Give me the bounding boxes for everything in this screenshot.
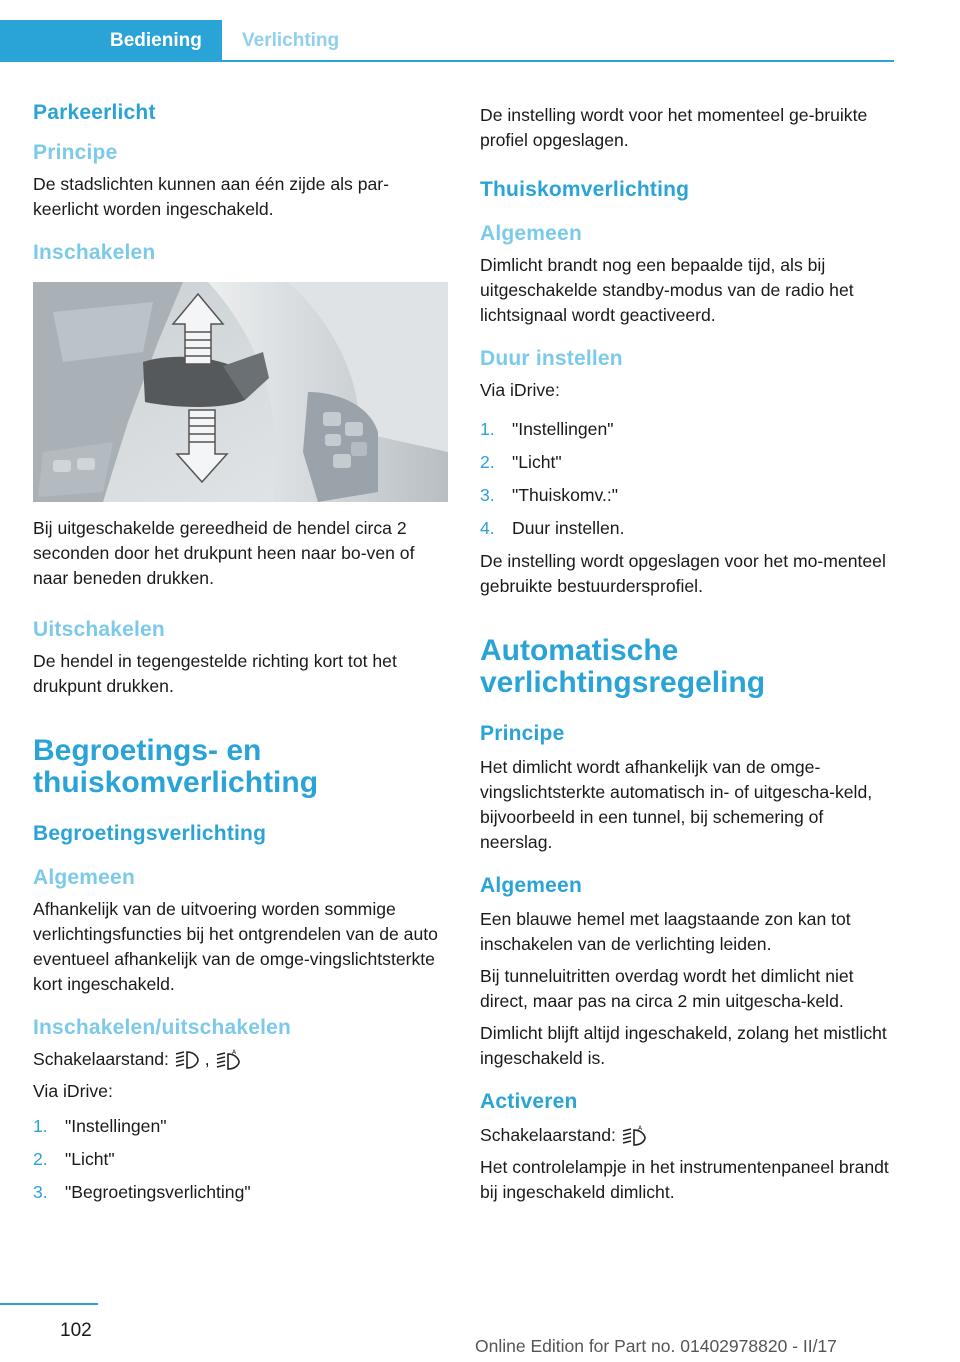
auto-light-control-icon (621, 1125, 647, 1147)
via-idrive-label: Via iDrive: (33, 1081, 113, 1101)
heading-uitschakelen: Uitschakelen (33, 618, 165, 641)
heading-inschakelen-uitschakelen: Inschakelen/uitschakelen (33, 1016, 292, 1039)
stalk-lever-illustration (33, 282, 448, 502)
heading-algemeen-auto: Algemeen (480, 874, 582, 897)
heading-inschakelen: Inschakelen (33, 241, 156, 264)
list-item: 1. "Instellingen" (33, 1116, 167, 1136)
heading-activeren: Activeren (480, 1090, 578, 1113)
footer-rule (0, 1303, 98, 1305)
paragraph-algemeen-auto-1: Een blauwe hemel met laagstaande zon kan tot inschakelen van de verlichting leiden. (480, 909, 851, 954)
paragraph-activeren: Het controlelampje in het instrumentenpaneel brandt bij ingeschakeld dimlicht. (480, 1157, 889, 1202)
heading-begroetings-thuiskomverlichting: Begroetings- en thuiskomverlichting (33, 734, 319, 799)
paragraph-algemeen-auto-2: Bij tunneluitritten overdag wordt het dimlicht niet direct, maar pas na circa 2 min uitgescha-keld. (480, 966, 854, 1011)
auto-light-control-icon (215, 1049, 241, 1071)
right-column (480, 103, 898, 1212)
heading-principe: Principe (33, 141, 118, 164)
thuiskom-steps-list (480, 417, 898, 541)
header-tab-verlichting[interactable]: Verlichting (242, 30, 340, 51)
svg-text:A: A (637, 1125, 642, 1133)
switch-position-separator: , (204, 1049, 210, 1069)
paragraph-inschakelen: Bij uitgeschakelde gereedheid de hendel circa 2 seconden door het drukpunt heen naar bo-ven of naar beneden drukken. (33, 518, 415, 588)
header-tab-bediening[interactable]: Bediening (110, 30, 202, 51)
heading-principe-auto: Principe (480, 722, 565, 745)
paragraph-algemeen-auto-3: Dimlicht blijft altijd ingeschakeld, zolang het mistlicht ingeschakeld is. (480, 1023, 887, 1068)
stalk-lever-figure (33, 282, 448, 502)
list-item: 3. "Begroetingsverlichting" (33, 1182, 251, 1202)
paragraph-algemeen: Afhankelijk van de uitvoering worden sommige verlichtingsfuncties bij het ontgrendelen van de auto eventueel afhankelijk van de omge-vingslichtsterkte kort ingeschakeld. (33, 899, 438, 994)
paragraph-algemeen-thuiskom: Dimlicht brandt nog een bepaalde tijd, als bij uitgeschakelde standby-modus van de radio het lichtsignaal wordt geactiveerd. (480, 255, 854, 325)
left-column (33, 100, 448, 1213)
heading-thuiskomverlichting: Thuiskomverlichting (480, 178, 690, 201)
paragraph-profile-saved: De instelling wordt voor het momenteel ge-bruikte profiel opgeslagen. (480, 105, 868, 150)
heading-begroetingsverlichting: Begroetingsverlichting (33, 822, 267, 845)
auto-headlight-icon (174, 1049, 200, 1071)
list-item: 4. Duur instellen. (480, 518, 625, 538)
switch-position-line (33, 1047, 448, 1072)
paragraph-duur-saved: De instelling wordt opgeslagen voor het mo-menteel gebruikte bestuurdersprofiel. (480, 551, 886, 596)
begroeting-steps-list (33, 1114, 448, 1205)
heading-algemeen: Algemeen (33, 866, 135, 889)
switch-position-label-right: Schakelaarstand: (480, 1125, 616, 1145)
switch-position-line-right (480, 1123, 898, 1148)
header-rule (222, 60, 894, 62)
paragraph-principe-auto: Het dimlicht wordt afhankelijk van de omge-vingslichtsterkte automatisch in- of uitgescha-keld, bijvoorbeeld in een tunnel, bij schemering of neerslag. (480, 757, 873, 852)
paragraph-principe: De stadslichten kunnen aan één zijde als par-keerlicht worden ingeschakeld. (33, 174, 390, 219)
heading-algemeen-thuiskom: Algemeen (480, 222, 582, 245)
heading-automatische-verlichtingsregeling: Automatische verlichtingsregeling (480, 634, 766, 699)
heading-parkeerlicht: Parkeerlicht (33, 101, 156, 124)
heading-duur-instellen: Duur instellen (480, 347, 623, 370)
list-item: 3. "Thuiskomv.:" (480, 485, 619, 505)
list-item: 2. "Licht" (33, 1149, 115, 1169)
svg-text:A: A (231, 1049, 236, 1057)
page-number: 102 (60, 1320, 92, 1341)
via-idrive-label-right: Via iDrive: (480, 380, 560, 400)
list-item: 2. "Licht" (480, 452, 562, 472)
switch-position-label: Schakelaarstand: (33, 1049, 169, 1069)
edition-note: Online Edition for Part no. 01402978820 - II/17 (475, 1336, 837, 1356)
list-item: 1. "Instellingen" (480, 419, 614, 439)
paragraph-uitschakelen: De hendel in tegengestelde richting kort tot het drukpunt drukken. (33, 651, 397, 696)
